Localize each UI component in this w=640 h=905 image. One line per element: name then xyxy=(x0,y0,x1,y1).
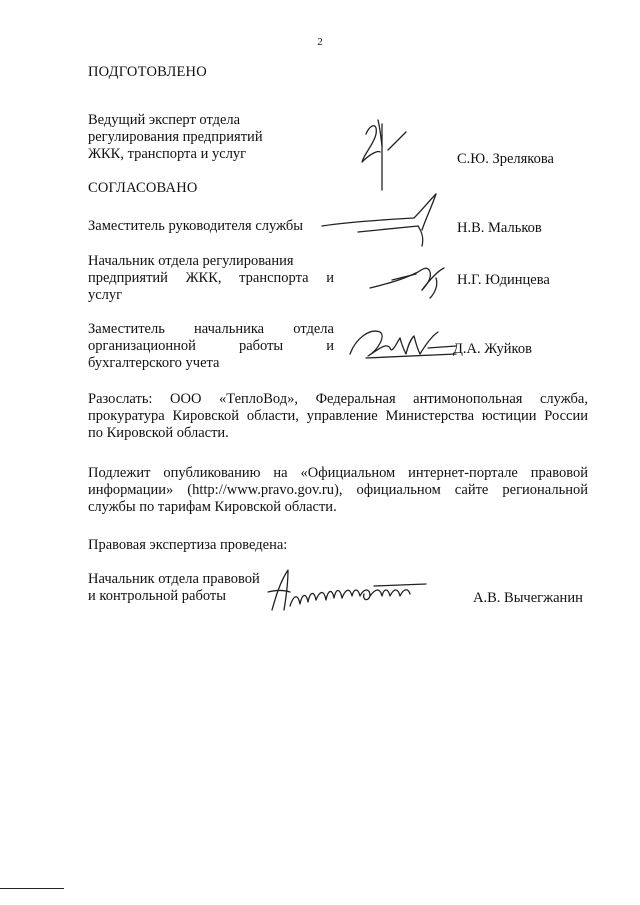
paragraph-line: прокуратура Кировской области, управление Министерства юстиции России xyxy=(88,408,588,424)
signer-position xyxy=(88,218,333,235)
position-word: Заместитель xyxy=(88,321,165,337)
signature-yudintseva xyxy=(366,258,456,303)
signer-name: Н.Г. Юдинцева xyxy=(457,272,550,288)
signature-vychegzhanin xyxy=(258,566,428,616)
position-line: и контрольной работы xyxy=(88,588,226,604)
signer-position xyxy=(88,321,334,372)
legal-review-name: А.В. Вычегжанин xyxy=(473,590,583,606)
position-word: работы xyxy=(238,338,284,354)
prepared-heading: ПОДГОТОВЛЕНО xyxy=(88,64,207,80)
signature-zhuykov xyxy=(346,320,466,370)
signer-name: Д.А. Жуйков xyxy=(453,341,532,357)
signature-malkov xyxy=(318,192,458,252)
agreed-heading: СОГЛАСОВАНО xyxy=(88,180,198,196)
distribution-paragraph xyxy=(88,391,588,442)
position-word: транспорта xyxy=(239,270,309,286)
paragraph-line: Подлежит опубликованию на «Официальном интернет-портале правовой xyxy=(88,465,588,481)
position-word: отдела xyxy=(293,321,334,337)
position-line: Заместитель руководителя службы xyxy=(88,218,304,234)
signer-position xyxy=(88,253,334,304)
paragraph-line: по Кировской области. xyxy=(88,425,229,441)
paragraph-line: службы по тарифам Кировской области. xyxy=(88,499,337,515)
position-line xyxy=(88,321,334,338)
prepared-position xyxy=(88,112,308,163)
position-word: организационной xyxy=(88,338,196,354)
footnote-divider xyxy=(0,888,64,889)
signer-name: Н.В. Мальков xyxy=(457,220,542,236)
position-word: начальника xyxy=(194,321,265,337)
legal-review-statement: Правовая экспертиза проведена: xyxy=(88,537,288,553)
prepared-name: С.Ю. Зрелякова xyxy=(457,151,554,167)
position-line: ЖКК, транспорта и услуг xyxy=(88,146,247,162)
position-word: и xyxy=(326,338,334,354)
page-number: 2 xyxy=(317,36,323,48)
position-line: регулирования предприятий xyxy=(88,129,263,145)
position-line xyxy=(88,270,334,287)
position-word: ЖКК, xyxy=(185,270,222,286)
position-line: Начальник отдела правовой xyxy=(88,571,260,587)
publication-paragraph xyxy=(88,465,588,516)
position-line: бухгалтерского учета xyxy=(88,355,220,371)
position-line: Ведущий эксперт отдела xyxy=(88,112,241,128)
position-line: услуг xyxy=(88,287,123,303)
paragraph-line: информации» (http://www.pravo.gov.ru), официальном сайте региональной xyxy=(88,482,588,498)
position-line: Начальник отдела регулирования xyxy=(88,253,294,269)
signature-zrelyakova xyxy=(352,110,412,195)
position-word: предприятий xyxy=(88,270,168,286)
position-line xyxy=(88,338,334,355)
paragraph-line: Разослать: ООО «ТеплоВод», Федеральная антимонопольная служба, xyxy=(88,391,588,407)
position-word: и xyxy=(326,270,334,286)
